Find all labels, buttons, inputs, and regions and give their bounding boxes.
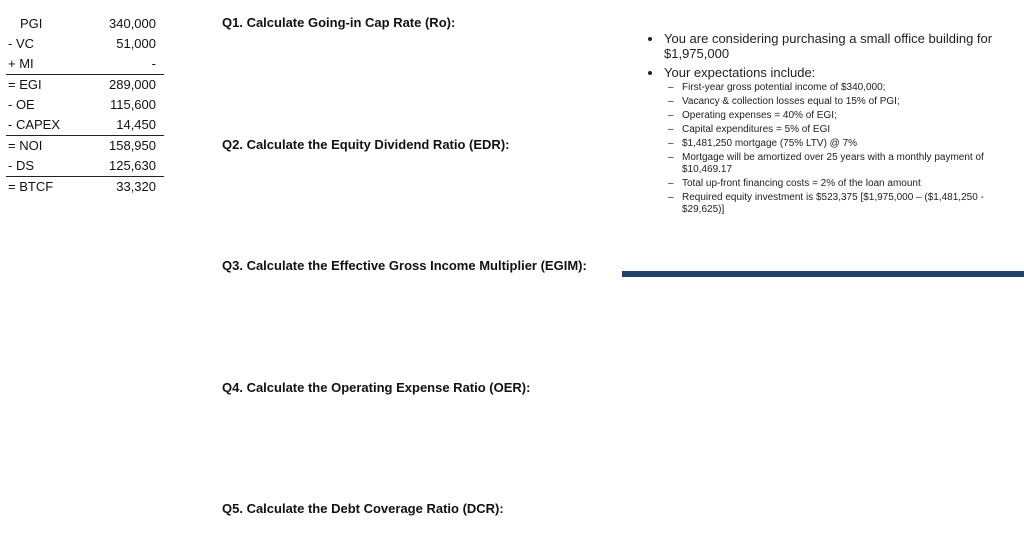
list-item-text: Operating expenses = 40% of EGI; xyxy=(682,110,837,121)
list-item xyxy=(664,138,1024,150)
list-item xyxy=(664,82,1024,94)
expectations-list xyxy=(664,82,1024,216)
row-label: = BTCF xyxy=(8,179,54,194)
row-value: 51,000 xyxy=(116,36,156,51)
bullet-intro-text: You are considering purchasing a small office building for $1,975,000 xyxy=(664,31,993,61)
row-value: 115,600 xyxy=(109,97,156,112)
dash-icon: – xyxy=(668,110,674,121)
bullet-dot-icon xyxy=(648,71,652,75)
row-value: 33,320 xyxy=(116,179,156,194)
table-row xyxy=(6,14,164,34)
row-value: 340,000 xyxy=(109,16,156,31)
dash-icon: – xyxy=(668,178,674,189)
question-5: Q5. Calculate the Debt Coverage Ratio (DCR): xyxy=(222,501,504,516)
table-row xyxy=(6,95,164,115)
list-item-text: Total up-front financing costs = 2% of the loan amount xyxy=(682,178,921,189)
list-item-text: First-year gross potential income of $340,000; xyxy=(682,82,886,93)
row-value: 125,630 xyxy=(98,156,164,177)
bullet-intro xyxy=(646,31,1024,61)
bullet-expectations xyxy=(646,65,1024,216)
bullet-expectations-text: Your expectations include: xyxy=(664,65,816,80)
dash-icon: – xyxy=(668,96,674,107)
row-value: 14,450 xyxy=(98,115,164,136)
table-row xyxy=(6,75,164,96)
question-2: Q2. Calculate the Equity Dividend Ratio (EDR): xyxy=(222,137,510,152)
table-row xyxy=(6,177,164,198)
dash-icon: – xyxy=(668,138,674,149)
list-item xyxy=(664,152,1024,176)
row-label: - DS xyxy=(6,156,98,177)
row-label: = EGI xyxy=(8,77,42,92)
dash-icon: – xyxy=(668,152,674,163)
row-label: - CAPEX xyxy=(6,115,98,136)
list-item-text: Mortgage will be amortized over 25 years with a monthly payment of $10,469.17 xyxy=(682,152,984,175)
list-item xyxy=(664,178,1024,190)
list-item xyxy=(664,96,1024,108)
list-item xyxy=(664,110,1024,122)
question-1: Q1. Calculate Going-in Cap Rate (Ro): xyxy=(222,15,456,30)
table-row xyxy=(6,156,164,177)
bullet-dot-icon xyxy=(648,37,652,41)
table-row xyxy=(6,54,164,75)
question-3: Q3. Calculate the Effective Gross Income Multiplier (EGIM): xyxy=(222,258,587,273)
question-4: Q4. Calculate the Operating Expense Ratio (OER): xyxy=(222,380,531,395)
row-value: 158,950 xyxy=(109,138,156,153)
row-value: - xyxy=(98,54,164,75)
row-label: = NOI xyxy=(8,138,43,153)
cash-flow-table xyxy=(6,14,164,197)
list-item xyxy=(664,124,1024,136)
row-label: - VC xyxy=(8,36,34,51)
list-item-text: Vacancy & collection losses equal to 15% of PGI; xyxy=(682,96,900,107)
table-row xyxy=(6,34,164,54)
table-row xyxy=(6,115,164,136)
dash-icon: – xyxy=(668,82,674,93)
scenario-bullets xyxy=(646,31,1024,220)
accent-bar xyxy=(622,271,1024,277)
list-item-text: $1,481,250 mortgage (75% LTV) @ 7% xyxy=(682,138,858,149)
row-value: 289,000 xyxy=(109,77,156,92)
row-label: - OE xyxy=(8,97,35,112)
list-item xyxy=(664,192,1024,216)
dash-icon: – xyxy=(668,192,674,203)
dash-icon: – xyxy=(668,124,674,135)
table-row xyxy=(6,136,164,157)
row-label: PGI xyxy=(20,16,43,31)
row-label: + MI xyxy=(6,54,98,75)
list-item-text: Required equity investment is $523,375 [$1,975,000 – ($1,481,250 - $29,625)] xyxy=(682,192,984,215)
list-item-text: Capital expenditures = 5% of EGI xyxy=(682,124,831,135)
